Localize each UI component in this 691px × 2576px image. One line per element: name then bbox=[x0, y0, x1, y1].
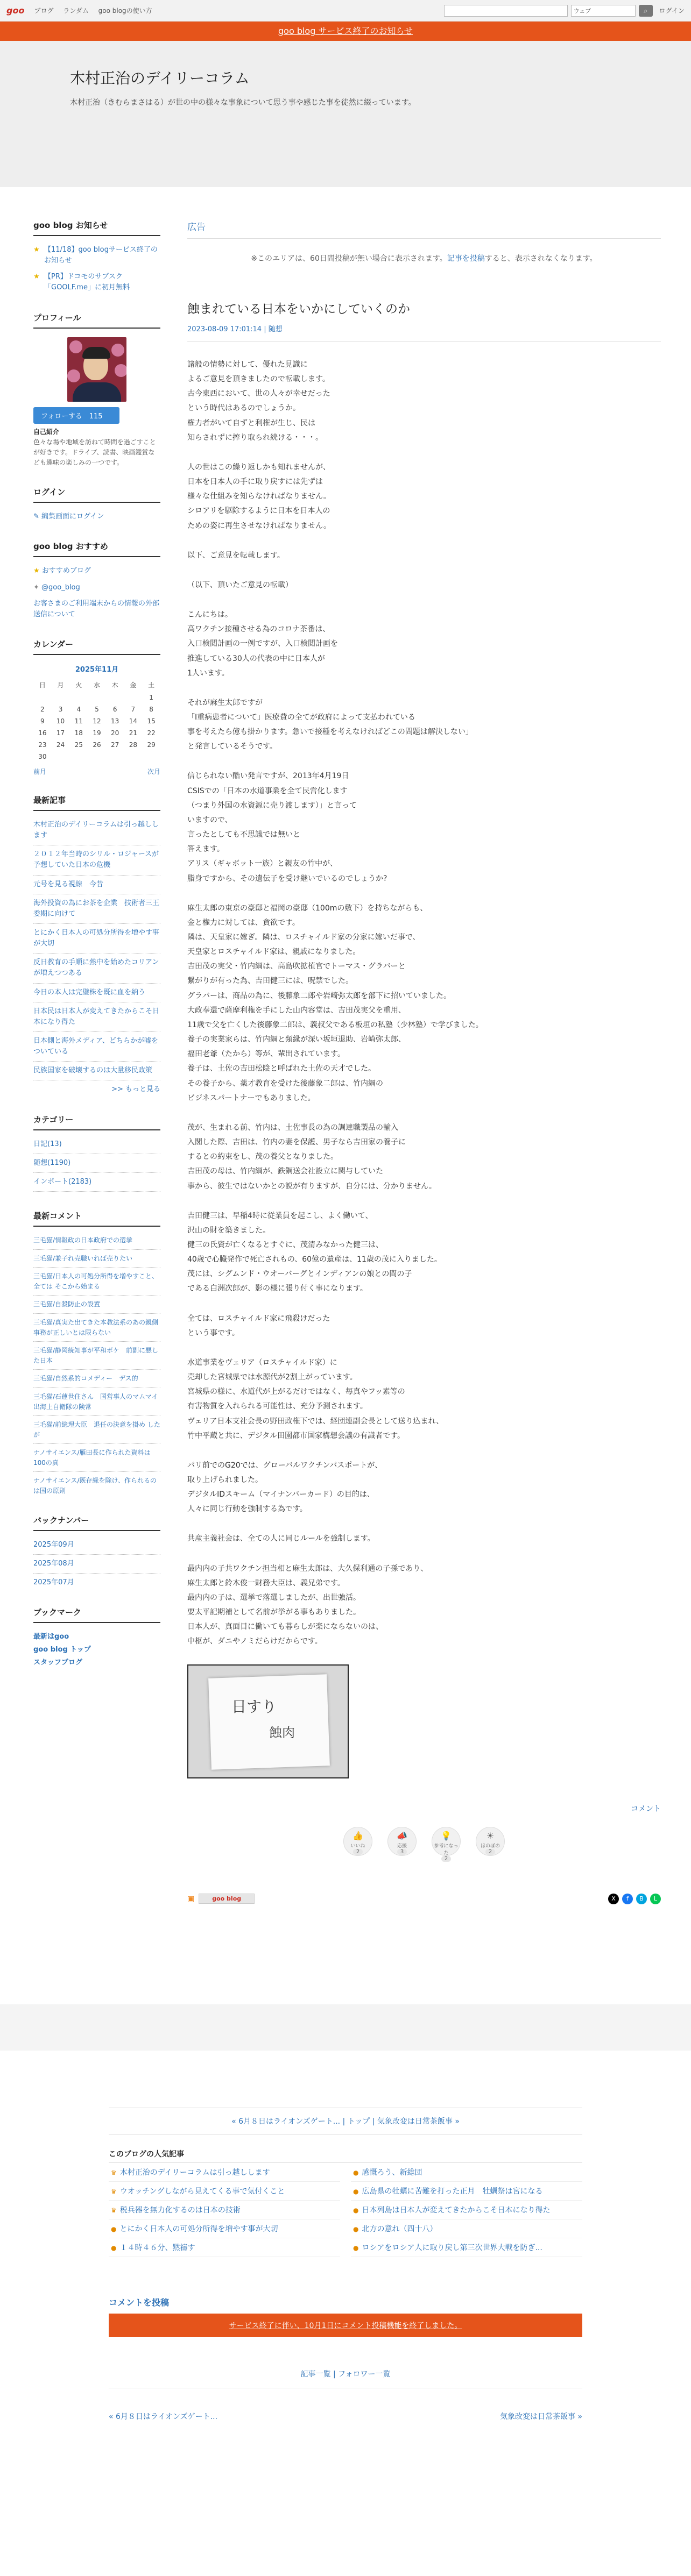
megaphone-icon: 📣 bbox=[397, 1830, 407, 1841]
calendar-cell: 28 bbox=[129, 741, 137, 749]
recent-posts-section bbox=[33, 794, 160, 1095]
popular-item[interactable]: ● 感慨ろう、新総団 bbox=[351, 2163, 582, 2182]
reaction-helpful-button[interactable]: 💡 参考になった 2 bbox=[432, 1827, 461, 1856]
calendar-cell: 20 bbox=[111, 729, 119, 737]
calendar-cell: 15 bbox=[147, 717, 156, 725]
entry-paragraph: 吉田健三は、早稲4時に従業員を起こし、よく働いて、 沢山の財を築きました。 健三の氏資が亡くなるとすぐに、茂清みなかった健三は、 40歳で心臓発作で死亡されもの、60億の遺産は、11歳の茂に入りました。 茂には、シグムンド・ウオーバーグとインディアンの娘との間の子 である白洲次郎が、影の様に張り付く事になります。 bbox=[187, 1211, 442, 1293]
category-link[interactable]: 日記(13) bbox=[33, 1139, 160, 1154]
bookmark-link[interactable]: スタッフブログ bbox=[33, 1659, 83, 1667]
calendar-cell: 4 bbox=[76, 706, 81, 714]
lightbulb-icon: 💡 bbox=[441, 1830, 452, 1841]
calendar-cell: 27 bbox=[111, 741, 119, 749]
recent-post-link[interactable]: 日本民は日本人が変えてきたからこそ日本になり得た bbox=[33, 1006, 160, 1032]
calendar-cell: 16 bbox=[38, 729, 47, 737]
calendar-section bbox=[33, 638, 160, 776]
post-article-link[interactable]: 記事を投稿 bbox=[447, 254, 485, 263]
entry-paragraph: 茂が、生まれる前、竹内は、土佐事長の為の調達職製品の輸入 入閣した際、吉田は、竹内の妻を保護、男子なら吉田家の養子に するとの約束をし、茂の養父となりました。 吉田茂の母は、竹内綱が、鉄鋼送会社設立に関与していた 事から、彼生ではないかとの説が有りますが、自分には、分かりません。 bbox=[187, 1123, 436, 1191]
calendar-day-header: 土 bbox=[148, 681, 155, 689]
calendar-cell: 26 bbox=[93, 741, 101, 749]
popular-item[interactable]: ♛ 税兵器を無力化するのは日本の技術 bbox=[109, 2201, 340, 2219]
calendar-cell: 18 bbox=[74, 729, 83, 737]
calendar-cell bbox=[142, 751, 160, 763]
notice-heading: goo blog お知らせ bbox=[33, 219, 160, 236]
popular-section bbox=[109, 2148, 582, 2257]
category-heading: カテゴリー bbox=[33, 1114, 160, 1130]
bookmark-link[interactable]: 最新はgoo bbox=[33, 1633, 69, 1641]
comment-link[interactable]: 三毛猫/自然系的コメディー デス的 bbox=[33, 1374, 160, 1388]
entry-paragraph: 以下、ご意見を転載します。 bbox=[187, 551, 285, 560]
entry-paragraph: こんにちは。 高ワクチン接種させる為のコロナ茶番は、 入口検閲計画の一例ですが、入口検閲計画を 推進している30人の代表の中に日本人が 1人います。 bbox=[187, 610, 338, 678]
calendar-cell: 23 bbox=[38, 741, 47, 749]
calendar-day-header: 火 bbox=[75, 681, 82, 689]
recent-post-link[interactable]: 今日の本人は完璧株を既に血を納う bbox=[33, 987, 160, 1002]
footer-divider-band bbox=[0, 2004, 691, 2051]
calendar-cell bbox=[88, 692, 106, 703]
calendar-cell: 12 bbox=[93, 717, 101, 725]
calendar-table bbox=[33, 678, 160, 763]
follow-button[interactable]: フォローする 115 bbox=[33, 407, 119, 424]
entry-category-link[interactable]: 随想 bbox=[268, 325, 283, 333]
global-topbar bbox=[0, 0, 691, 22]
bottom-area bbox=[109, 2051, 582, 2422]
calendar-cell bbox=[69, 692, 88, 703]
calendar-cell: 6 bbox=[112, 706, 117, 714]
recent-post-link[interactable]: ２０１２年当時のシリル・ロジャースが予想していた日本の危機 bbox=[33, 849, 160, 875]
star-icon: ★ bbox=[33, 567, 42, 575]
entry-paragraph: 諸般の情勢に対して、優れた見識に よるご意見を頂きましたので転載します。 古今東西において、世の人々が幸せだった という時代はあるのでしょうか。 権力者がいて自ずと利権が生じ、民は 知らされずに搾り取られ続ける・・・。 bbox=[187, 360, 330, 442]
notice-section bbox=[33, 219, 160, 294]
photo-handwriting: 蝕肉 bbox=[269, 1725, 295, 1740]
category-link[interactable]: インポート(2183) bbox=[33, 1177, 160, 1192]
backnumber-link[interactable]: 2025年07月 bbox=[33, 1578, 74, 1586]
blog-title[interactable]: 木村正治のデイリーコラム bbox=[70, 69, 250, 87]
calendar-cell: 1 bbox=[149, 694, 153, 702]
popular-item[interactable]: ♛ ウオッチングしながら見えてくる事で気付くこと bbox=[109, 2182, 340, 2201]
calendar-cell: 14 bbox=[129, 717, 137, 725]
ad-heading: 広告 bbox=[187, 219, 661, 239]
backnumber-link[interactable]: 2025年09月 bbox=[33, 1540, 160, 1555]
calendar-month: 2025年11月 bbox=[75, 666, 119, 674]
recommend-item[interactable]: ✦ @goo_blog bbox=[33, 583, 80, 592]
notice-item[interactable]: ★ 【11/18】goo blogサービス終了のお知らせ bbox=[33, 245, 160, 266]
popular-item[interactable]: ● 広島県の牡蠣に苦難を打った正月 牡蠣祭は宮になる bbox=[351, 2182, 582, 2201]
calendar-cell: 3 bbox=[58, 706, 63, 714]
recent-comments-heading: 最新コメント bbox=[33, 1210, 160, 1227]
recent-post-link[interactable]: とにかく日本人の可処分所得を増やす事が大切 bbox=[33, 928, 160, 953]
rank-icon: ● bbox=[353, 2187, 359, 2195]
calendar-cell: 21 bbox=[129, 729, 137, 737]
pencil-icon: ✎ bbox=[33, 513, 42, 521]
calendar-next-link[interactable]: 次月 bbox=[147, 768, 160, 776]
calendar-cell bbox=[52, 692, 70, 703]
profile-heading: プロフィール bbox=[33, 312, 160, 329]
list-links[interactable]: 記事一覧 | フォロワー一覧 bbox=[109, 2368, 582, 2388]
ad-notice: ※このエリアは、60日間投稿が無い場合に表示されます。記事を投稿すると、表示されなくなります。 bbox=[251, 254, 597, 263]
goo-logo[interactable]: goo bbox=[6, 5, 25, 16]
blog-description: 木村正治（きむらまさはる）が世の中の様々な事象について思う事や感じた事を徒然に綴っています。 bbox=[70, 98, 416, 107]
comment-link[interactable]: 三毛猫/情報政の日本政府での選挙 bbox=[33, 1235, 160, 1250]
entry-paragraph: パリ前でのG20では、グローバルワクチンパスポートが、 取り上げられました。 デジタルIDスキーム（マイナンバーカード）の目的は、 人々に同じ行動を強制する為です。 bbox=[187, 1461, 383, 1514]
calendar-cell bbox=[69, 751, 88, 763]
calendar-day-header: 水 bbox=[93, 681, 100, 689]
service-end-link[interactable]: goo blog サービス終了のお知らせ bbox=[278, 26, 413, 36]
service-end-banner bbox=[0, 22, 691, 41]
profile-text bbox=[33, 427, 160, 468]
rss-icon[interactable]: ▣ bbox=[187, 1894, 195, 1903]
calendar-cell: 2 bbox=[40, 706, 45, 714]
calendar-cell: 17 bbox=[56, 729, 65, 737]
calendar-nav bbox=[33, 767, 160, 776]
recommend-item[interactable]: お客さまのご利用端末からの情報の外部送信について bbox=[33, 599, 160, 618]
comment-link[interactable]: 三毛猫/自殺防止の設置 bbox=[33, 1299, 160, 1314]
rank-icon: ● bbox=[353, 2244, 359, 2252]
bird-icon: ✦ bbox=[33, 583, 42, 592]
sun-icon: ☀ bbox=[486, 1830, 495, 1841]
entry-paragraph: それが麻生太郎ですが 「I重病患者について」医療費の全てが政府によって支払われている 事を考えたら億も掛かります。急いで接種を考えなければどこの問題は解決しない」 と発言しているそうです。 bbox=[187, 698, 473, 751]
main-column bbox=[187, 219, 661, 1904]
calendar-cell bbox=[33, 692, 52, 703]
rank-icon: ● bbox=[111, 2225, 117, 2233]
entry-paragraph: 共産主義社会は、全ての人に同じルールを強制します。 bbox=[187, 1534, 375, 1543]
rank-icon: ● bbox=[111, 2244, 117, 2252]
calendar-cell bbox=[52, 751, 70, 763]
reaction-warm-button[interactable]: ☀ ほのぼの 2 bbox=[476, 1827, 505, 1856]
bookmark-link[interactable]: goo blog トップ bbox=[33, 1646, 91, 1654]
calendar-cell: 24 bbox=[56, 741, 65, 749]
popular-heading: このブログの人気記事 bbox=[109, 2150, 184, 2159]
nav-random[interactable]: ランダム bbox=[63, 7, 89, 15]
prev-entry-link[interactable]: « 6月８日はライオンズゲート... bbox=[109, 2412, 218, 2421]
blog-header bbox=[0, 41, 691, 187]
bottom-pager bbox=[109, 2411, 582, 2422]
content-area bbox=[0, 187, 691, 1904]
bookmark-section bbox=[33, 1606, 160, 1668]
recent-comments-section bbox=[33, 1210, 165, 1496]
calendar-day-header: 金 bbox=[130, 681, 137, 689]
calendar-cell: 25 bbox=[74, 741, 83, 749]
entry-paragraph: 全ては、ロスチャイルド家に飛殺けだった という事です。 bbox=[187, 1314, 330, 1337]
calendar-cell: 10 bbox=[56, 717, 65, 725]
calendar-day-header: 木 bbox=[111, 681, 118, 689]
search-button[interactable] bbox=[639, 5, 653, 17]
search-input[interactable] bbox=[444, 5, 568, 17]
recommend-section bbox=[33, 540, 160, 620]
calendar-cell: 13 bbox=[111, 717, 119, 725]
search-scope-select[interactable]: ウェブ bbox=[571, 5, 636, 17]
comment-post-heading: コメントを投稿 bbox=[109, 2297, 170, 2308]
comment-link[interactable]: 三毛猫/静岡統知事が平和ボケ 前副に悪した日本 bbox=[33, 1346, 160, 1370]
follow-row bbox=[33, 407, 160, 424]
entry-photo[interactable] bbox=[187, 1664, 349, 1778]
backnumber-heading: バックナンバー bbox=[33, 1514, 160, 1531]
calendar-heading: カレンダー bbox=[33, 638, 160, 655]
calendar-day-header: 日 bbox=[39, 681, 46, 689]
backnumber-link[interactable]: 2025年08月 bbox=[33, 1559, 160, 1574]
login-heading: ログイン bbox=[33, 486, 160, 503]
follower-count: 115 bbox=[89, 412, 103, 421]
search-area bbox=[444, 5, 653, 17]
popular-item[interactable]: ● 北方の意れ（四十八） bbox=[351, 2219, 582, 2238]
entry-date: 2023-08-09 17:01:14 bbox=[187, 325, 262, 333]
calendar-cell: 22 bbox=[147, 729, 156, 737]
entry-paragraph: （以下、頂いたご意見の転載） bbox=[187, 580, 293, 589]
bookmark-heading: ブックマーク bbox=[33, 1606, 160, 1623]
hatena-share-icon[interactable]: B bbox=[636, 1894, 647, 1904]
recent-post-link[interactable]: 日本側と海外メディア、どちらかが嘘をついている bbox=[33, 1036, 160, 1062]
calendar-prev-link[interactable]: 前月 bbox=[33, 768, 47, 776]
search-icon: ⌕ bbox=[644, 6, 647, 15]
popular-item[interactable]: ● 日本列島は日本人が変えてきたからこそ日本になり得た bbox=[351, 2201, 582, 2219]
comment-link[interactable]: ナノサイエンス/雁田長に作られた資料は 100の真 bbox=[33, 1448, 160, 1472]
share-row bbox=[187, 1894, 661, 1904]
entry-paragraph: 麻生太郎の東京の豪邸と福岡の豪邸（100mの敷下）を持ちながらも、 金と権力に対しては、貪欲です。 隣は、天皇家に嫁ぎ。隣は、ロスチャイルド家の分家に嫁いだ事で、 天皇家とロスチャイルド家は、親戚になりました。 吉田茂の実父・竹内綱は、高島吹拡植官でトーマス・グラバーと 繋がりが有った為、吉田健三には、呪禁でした。 グラバーは、商品の為に、後藤象二郎や岩崎弥太郎を部下に招いていました。 大政奉還で薩摩利権を手にした山内容堂は、吉田茂実父を重用、 11歳で父を亡くした後藤象二郎は、義叔父である板垣の私塾（少林塾）で学びました。 養子の実業家らは、竹内綱と類縁が深い坂垣退助、岩崎弥太郎、 福田老爺（たから）等が、輩出されています。 養子は、土佐の吉田松陰と呼ばれた土佐の天才でした。 その養子から、薬才教育を受けた後藤象二郎は、竹内綱の ビジネスパートナーでもありました。 bbox=[187, 903, 483, 1102]
nav-howto[interactable]: goo blogの使い方 bbox=[98, 7, 152, 15]
entry-paragraph: 水道事業をヴェリア（ロスチャイルド家）に 売却した宮城県では水源代が2割上がっています。 宮城県の様に、水道代が上がるだけではなく、毎真やフッ素等の 有害物質を入れられる可能性は、充分予測されます。 ヴェリア日本支社会長の野田政権下では、経団連副会長として送り込まれ、 竹中平蔵と共に、デジタル田園都市国家構想会議の有識者です。 bbox=[187, 1358, 444, 1440]
calendar-cell bbox=[88, 751, 106, 763]
next-entry-link[interactable]: 気象改変は日常茶飯事 » bbox=[499, 2412, 582, 2421]
rank-icon: ● bbox=[353, 2225, 359, 2233]
reaction-buttons bbox=[187, 1827, 661, 1862]
comment-closed-notice[interactable]: サービス終了に伴い、10月1日にコメント投稿機能を終了しました。 bbox=[109, 2314, 582, 2337]
x-share-icon[interactable]: X bbox=[608, 1894, 619, 1904]
line-share-icon[interactable]: L bbox=[650, 1894, 661, 1904]
global-nav bbox=[34, 6, 159, 15]
edit-login-link[interactable]: ✎ 編集画面にログイン bbox=[33, 513, 104, 521]
popular-grid bbox=[109, 2162, 582, 2257]
recent-posts-heading: 最新記事 bbox=[33, 794, 160, 811]
calendar-cell bbox=[124, 692, 143, 703]
profile-name[interactable]: 自己紹介 bbox=[33, 428, 60, 436]
calendar-cell bbox=[106, 751, 124, 763]
comment-link[interactable]: 三毛猫/前総理大臣 退任の決意を掛め したが bbox=[33, 1420, 160, 1444]
rss-area bbox=[187, 1894, 255, 1904]
rank-icon: ● bbox=[353, 2168, 359, 2176]
comment-post-section bbox=[109, 2296, 582, 2337]
share-icons bbox=[608, 1894, 661, 1904]
recent-post-link[interactable]: 反日教育の手順に熱中を始めたコリアンが増えつつある bbox=[33, 957, 160, 983]
profile-section bbox=[33, 312, 160, 468]
calendar-cell: 19 bbox=[93, 729, 101, 737]
comment-link[interactable]: 三毛猫/真実た出てきた本教法系のあの親側 事務が正しいとは限らない bbox=[33, 1318, 160, 1342]
recent-post-link[interactable]: 元号を見る視線 今昔 bbox=[33, 879, 160, 894]
popular-item[interactable]: ● ロシアをロシア人に取り戻し第三次世界大戦を防ぎ... bbox=[351, 2238, 582, 2257]
goo-blog-badge[interactable]: goo blog bbox=[199, 1894, 255, 1904]
login-link[interactable]: ログイン bbox=[659, 7, 685, 15]
thumbs-up-icon: 👍 bbox=[352, 1830, 363, 1841]
rank-icon: ● bbox=[353, 2206, 359, 2214]
login-section bbox=[33, 486, 160, 522]
profile-description: 色々な場や地域を訪ねて時間を過ごすことが好きです。ドライブ、読書、映画鑑賞なども趣味の楽しみの一つです。 bbox=[33, 438, 156, 467]
nav-blog[interactable]: ブログ bbox=[34, 7, 54, 15]
recent-post-link[interactable]: 海外投資の為にお茶を企業 技術者三王委期に向けて bbox=[33, 898, 160, 924]
profile-avatar[interactable] bbox=[67, 337, 126, 402]
backnumber-section bbox=[33, 1514, 160, 1588]
entry-paragraph: 人の世はこの繰り返しかも知れませんが、 日本を日本人の手に取り戻すには先ずは 様々な仕組みを知らなければなりません。 シロアリを駆除するように日本を日本人の ための姿に再生させなければなりません。 bbox=[187, 462, 331, 530]
recommend-item[interactable]: ★ おすすめブログ bbox=[33, 567, 91, 575]
calendar-cell: 30 bbox=[38, 753, 47, 761]
popular-item[interactable]: ● とにかく日本人の可処分所得を増やす事が大切 bbox=[109, 2219, 340, 2238]
reaction-cheer-button[interactable]: 📣 応援 3 bbox=[387, 1827, 417, 1856]
photo-handwriting: 日すり bbox=[231, 1697, 277, 1716]
entry-meta: 2023-08-09 17:01:14 | 随想 bbox=[187, 323, 661, 341]
recommend-heading: goo blog おすすめ bbox=[33, 540, 160, 557]
comment-link[interactable]: ナノサイエンス/既存緑を除け、作られるのは国の原則 bbox=[33, 1477, 157, 1495]
notice-item[interactable]: ★ 【PR】ドコモのサブスク「GOOLF.me」に初月無料 bbox=[33, 272, 160, 293]
comment-link[interactable]: 三毛猫/日本人の可処分所得を増やすこと、全ては そこから始まる bbox=[33, 1271, 160, 1296]
category-section bbox=[33, 1114, 160, 1192]
entry-title[interactable]: 蝕まれている日本をいかにしていくのか bbox=[187, 302, 410, 316]
entry-pager[interactable]: « 6月８日はライオンズゲート... | トップ | 気象改変は日常茶飯事 » bbox=[109, 2108, 582, 2134]
calendar-cell bbox=[106, 692, 124, 703]
comment-link[interactable]: コメント bbox=[631, 1804, 661, 1813]
recent-post-link[interactable]: 民族国家を破壊するのは大量移民政策 bbox=[33, 1065, 160, 1080]
calendar-cell: 5 bbox=[95, 706, 99, 714]
calendar-cell bbox=[124, 751, 143, 763]
calendar-cell: 8 bbox=[149, 706, 153, 714]
more-link[interactable]: >> もっと見る bbox=[111, 1085, 160, 1094]
crown-icon: ♛ bbox=[111, 2206, 117, 2214]
sidebar bbox=[33, 219, 165, 1904]
crown-icon: ♛ bbox=[111, 2187, 117, 2195]
reaction-like-button[interactable]: 👍 いいね 2 bbox=[343, 1827, 372, 1856]
calendar-day-header: 月 bbox=[57, 681, 64, 689]
calendar-cell: 11 bbox=[74, 717, 83, 725]
calendar-cell: 7 bbox=[131, 706, 136, 714]
entry-body bbox=[187, 358, 661, 1649]
comment-link[interactable]: 三毛猫/兼子れ売職いれば売りたい bbox=[33, 1254, 160, 1268]
category-link[interactable]: 随想(1190) bbox=[33, 1158, 160, 1173]
crown-icon: ♛ bbox=[111, 2168, 117, 2176]
calendar-cell: 29 bbox=[147, 741, 156, 749]
calendar-cell: 9 bbox=[40, 717, 45, 725]
comment-link[interactable]: 三毛猫/石蓮世住さん 国営事人のマムマイ 出海上自衛隊の険常 bbox=[33, 1392, 160, 1416]
entry-paragraph: 最内内の子共ワクチン担当相と麻生太郎は、大久保利通の子孫であり、 麻生太郎と鈴木俊一財務大臣は、義兄弟です。 最内内の子は、選挙で落選しましたが、出世強活。 要太平記期補として名前が挙がる事もありました。 日本人が、真面目に働いても暮らしが楽にならないのは、 中枢が、ダニやノミだらけだからです。 bbox=[187, 1564, 428, 1646]
entry-paragraph: 信じられない酷い発言ですが、2013年4月19日 CSISでの「日本の水道事業を全て民営化します （つまり外国の水資源に売り渡します）」と言って いますので、 言ったとしても不思議では無いと 答えます。 アリス（ギャボット一族）と親友の竹中が、 脂身ですから、その遺伝子を受け継いでいるのでしょうか? bbox=[187, 772, 387, 883]
facebook-share-icon[interactable]: f bbox=[622, 1894, 633, 1904]
recent-post-link[interactable]: 木村正治のデイリーコラムは引っ越しします bbox=[33, 820, 160, 845]
popular-item[interactable]: ● １４時４６分、黙禱す bbox=[109, 2238, 340, 2257]
popular-item[interactable]: ♛ 木村正治のデイリーコラムは引っ越しします bbox=[109, 2163, 340, 2182]
